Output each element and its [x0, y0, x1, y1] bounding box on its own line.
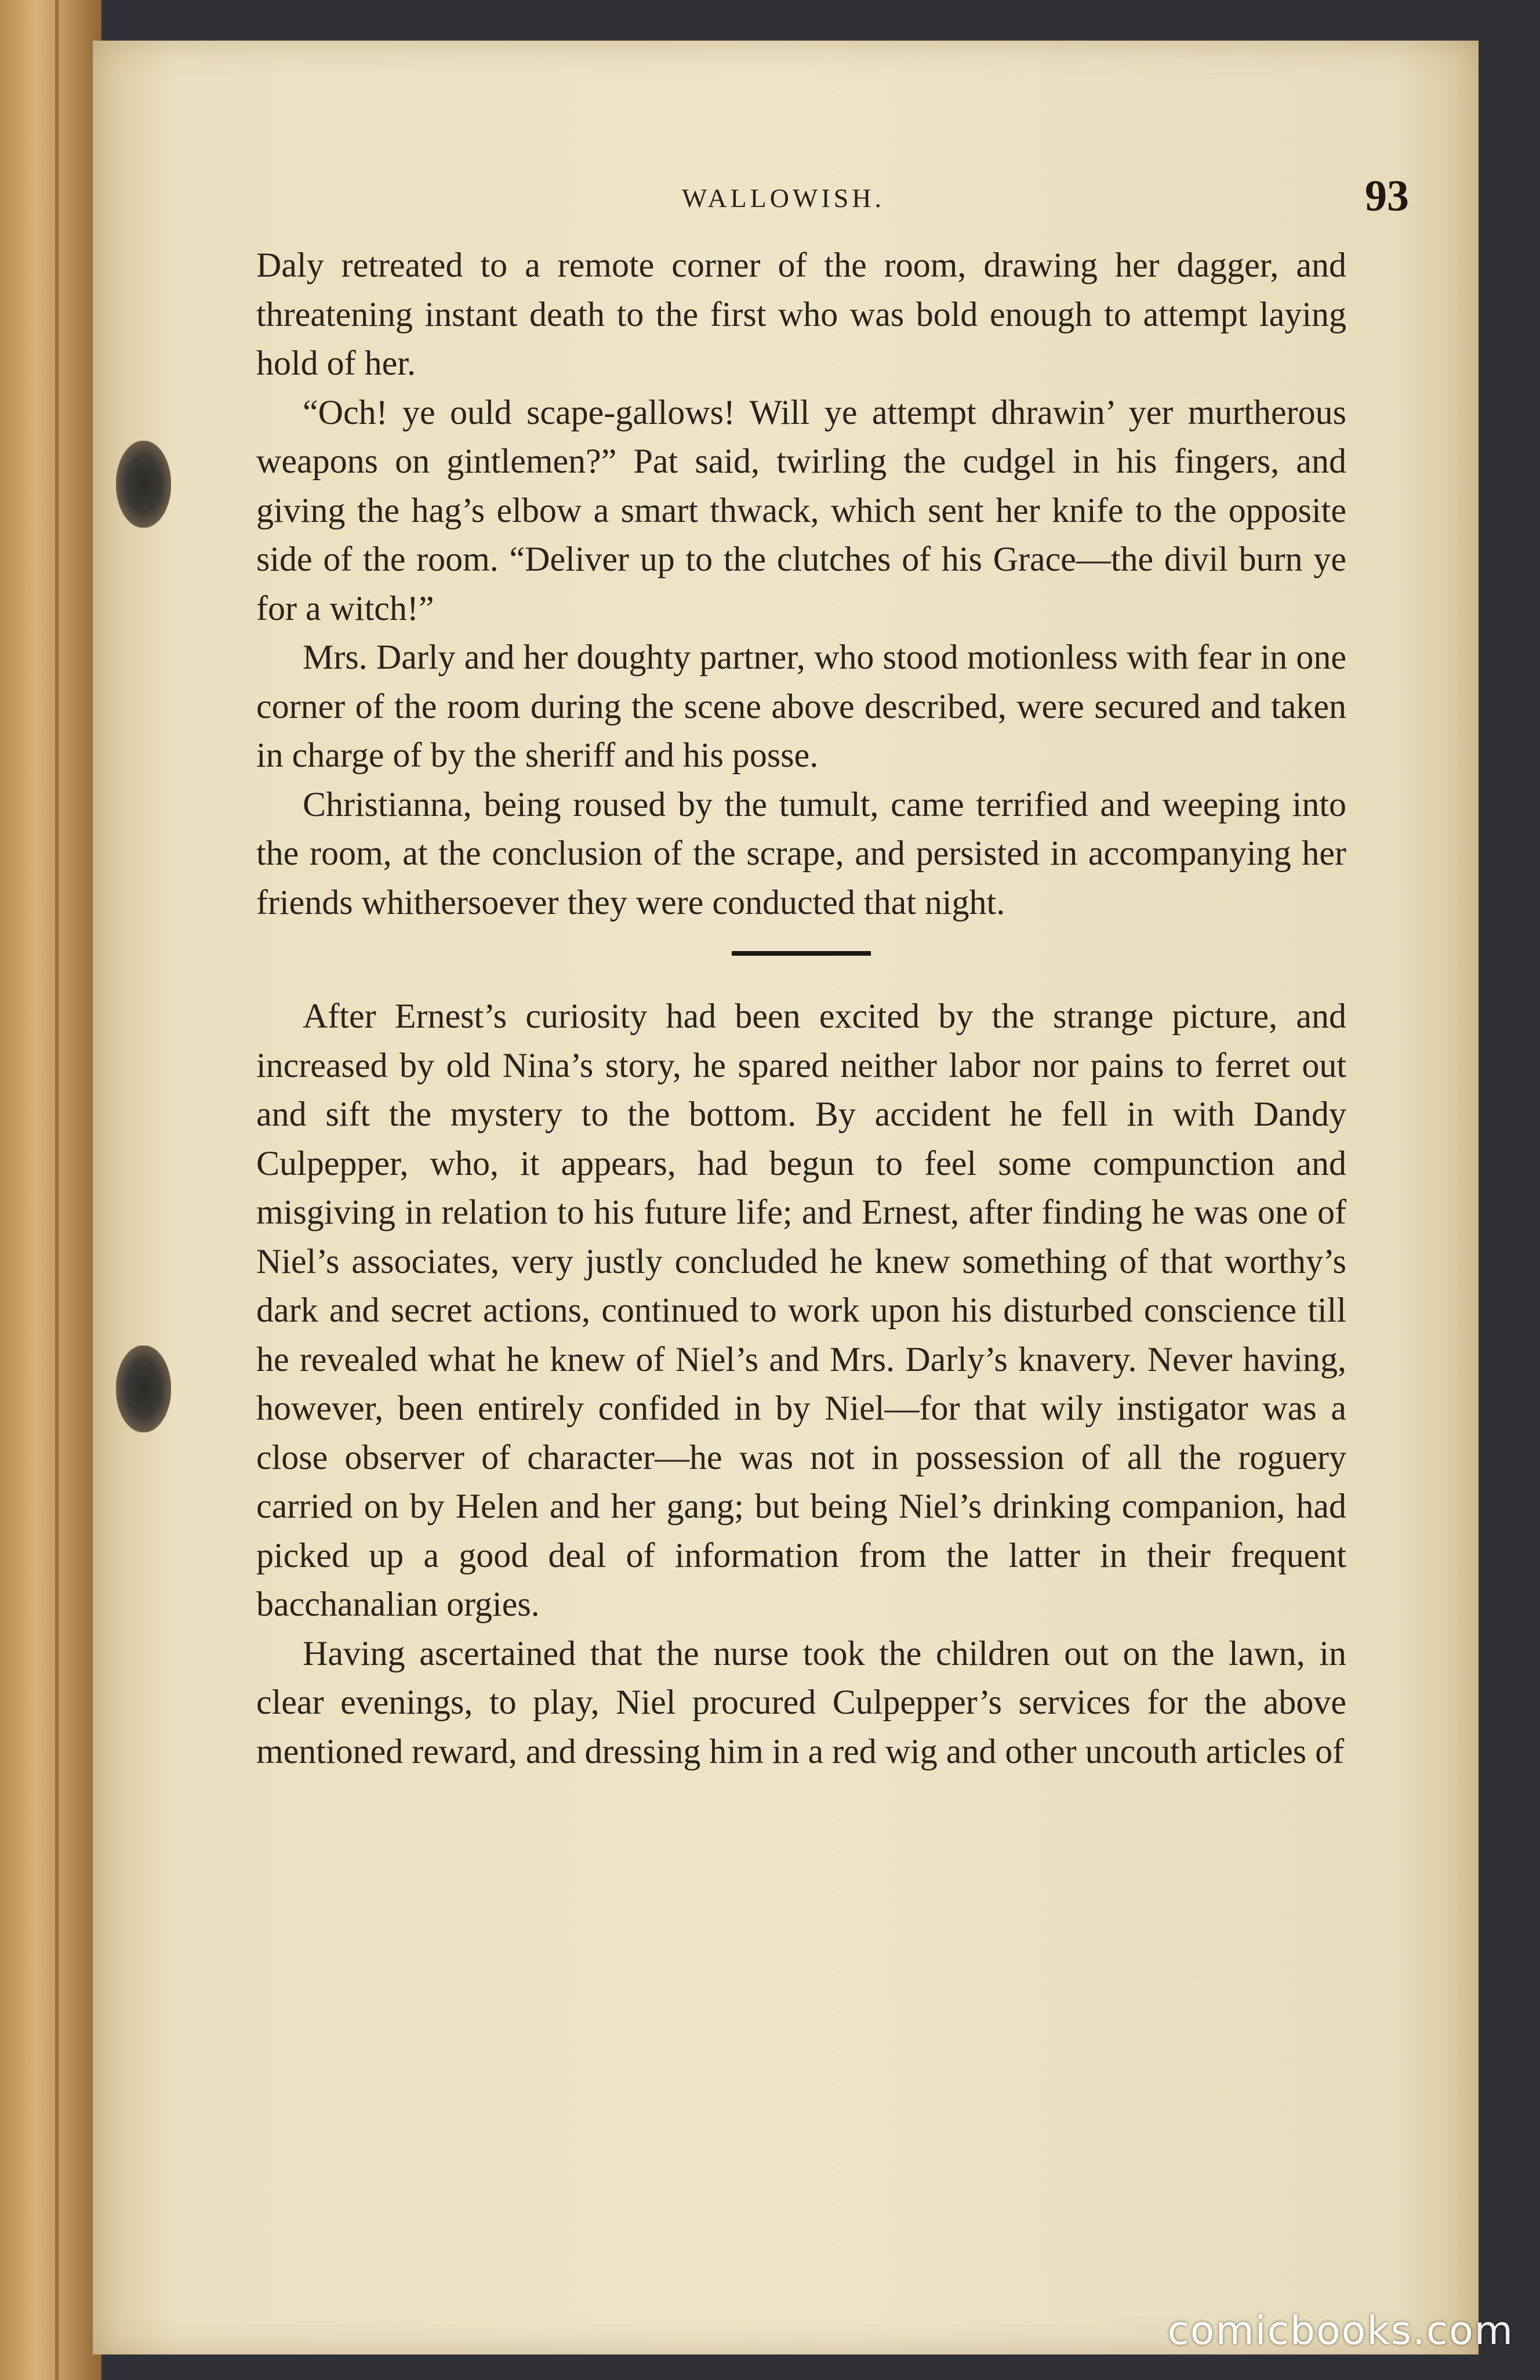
book-page: [93, 41, 1479, 2354]
running-head: [93, 171, 1479, 223]
page-number: 93: [1365, 172, 1409, 220]
binding-stitch-top: [116, 441, 171, 528]
binding-stitch-bottom: [116, 1345, 171, 1432]
watermark: comicbooks.com: [1167, 2308, 1514, 2354]
running-title: WALLOWISH.: [682, 183, 885, 213]
paragraph-3: Mrs. Darly and her doughty partner, who stood motionless with fear in one corner of the room during the scene above described, were secured and taken in charge of by the sheriff and his posse.: [256, 638, 1346, 774]
paragraph-1: Daly retreated to a remote corner of the room, drawing her dagger, and threatening instant death to the first who was bold enough to attempt laying hold of her.: [256, 246, 1346, 382]
paragraph-5: After Ernest’s curiosity had been excited by the strange picture, and increased by old Nina’s story, he spared neither labor nor pains to ferret out and sift the mystery to the bottom. By accident he fell in with Dandy Culpepper, who, it appears, had begun to feel some compunction and misgiving in relation to his future life; and Ernest, after finding he was one of Niel’s associates, very justly concluded he knew something of that worthy’s dark and secret actions, continued to work upon his disturbed conscience till he revealed what he knew of Niel’s and Mrs. Darly’s knavery. Never having, however, been entirely confided in by Niel—for that wily instigator was a close observer of character—he was not in possession of all the roguery carried on by Helen and her gang; but being Niel’s drinking companion, had picked up a good deal of information from the latter in their frequent bacchanalian orgies.: [256, 997, 1346, 1623]
body-text: [256, 241, 1346, 1776]
paragraph-4: Christianna, being roused by the tumult, came terrified and weeping into the room, at the conclusion of the scrape, and persisted in accompanying her friends whithersoever they were conducted that night.: [256, 785, 1346, 921]
section-divider-rule: [732, 951, 871, 956]
paragraph-6: Having ascertained that the nurse took the children out on the lawn, in clear evenings, to play, Niel procured Culpepper’s services for the above mentioned reward, and dressing him in a red wig and other uncouth articles of: [256, 1634, 1346, 1771]
facing-page-edge: [0, 0, 101, 2380]
paragraph-2: “Och! ye ould scape-gallows! Will ye attempt dhrawin’ yer murtherous weapons on gintlemen?” Pat said, twirling the cudgel in his fingers, and giving the hag’s elbow a smart thwack, which sent her knife to the opposite side of the room. “Deliver up to the clutches of his Grace—the divil burn ye for a witch!”: [256, 393, 1346, 627]
